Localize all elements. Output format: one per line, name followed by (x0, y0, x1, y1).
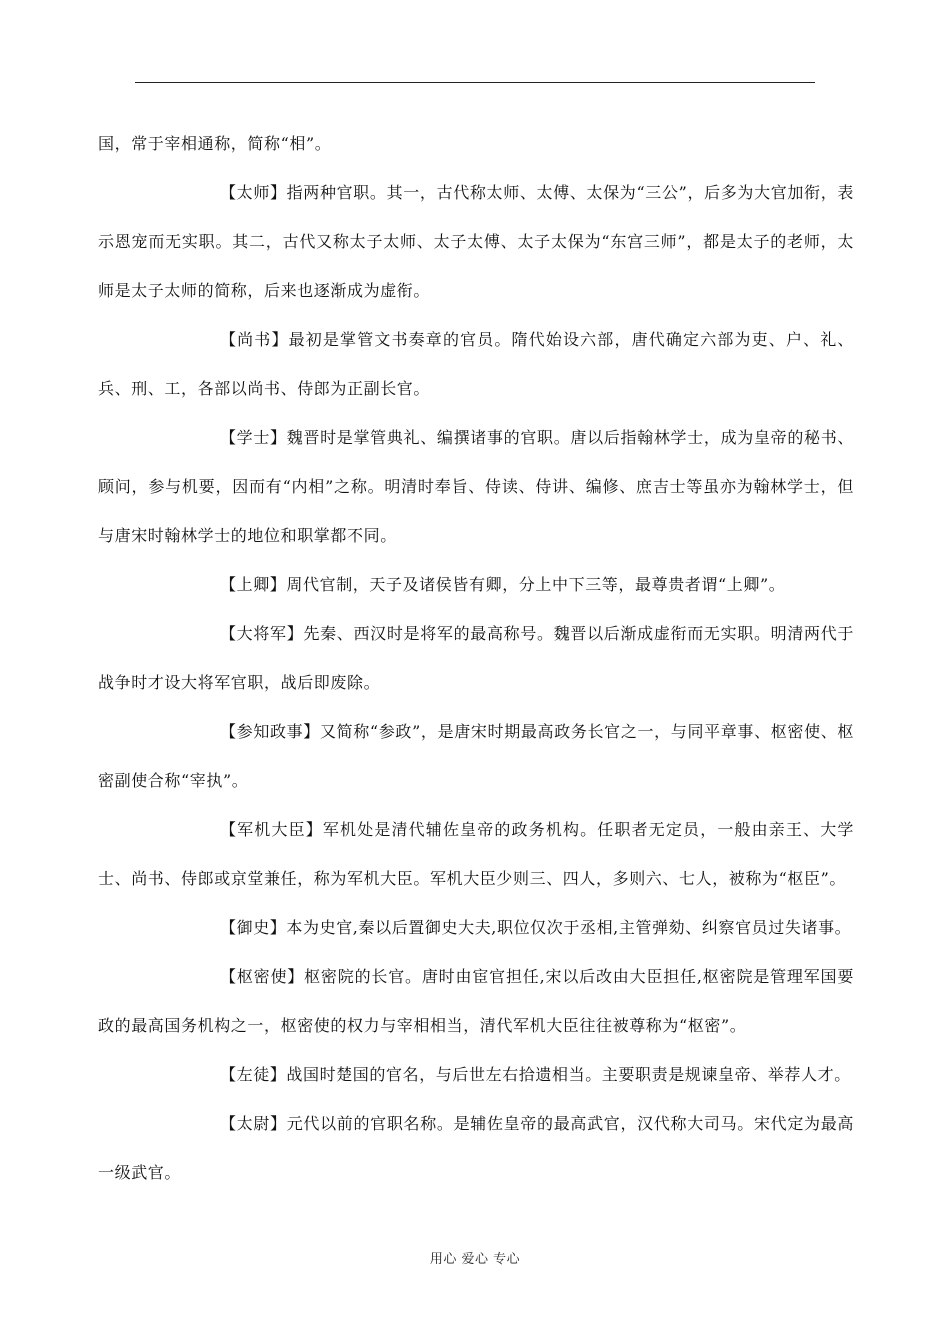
paragraph-term: 【太尉】 (220, 1114, 287, 1133)
paragraph-term: 【学士】 (220, 428, 287, 447)
paragraph-text: 先秦、西汉时是将军的最高称号。魏晋以后渐成虚衔而无实职。明清两代于战争时才设大将军官职，战后即废除。 (98, 624, 854, 692)
paragraph-term: 【上卿】 (220, 575, 287, 594)
paragraph-term: 【左徒】 (220, 1065, 287, 1084)
paragraph-term: 【太师】 (220, 183, 287, 202)
header-rule (135, 82, 815, 83)
paragraph-shumishi (98, 952, 854, 1050)
paragraph-zuotu (98, 1050, 854, 1099)
paragraph-continuation (98, 119, 854, 168)
paragraph-text: 指两种官职。其一，古代称太师、太傅、太保为“三公”，后多为大官加衔，表示恩宠而无实职。其二，古代又称太子太师、太子太傅、太子太保为“东宫三师”，都是太子的老师，太师是太子太师的简称，后来也逐渐成为虚衔。 (98, 183, 854, 300)
paragraph-canzhizhengshi (98, 707, 854, 805)
paragraph-term: 【尚书】 (220, 330, 289, 349)
paragraph-text: 本为史官,秦以后置御史大夫,职位仅次于丞相,主管弹劾、纠察官员过失诸事。 (286, 918, 852, 937)
paragraph-dajiangjun (98, 609, 854, 707)
paragraph-text: 最初是掌管文书奏章的官员。隋代始设六部，唐代确定六部为吏、户、礼、兵、刑、工，各部以尚书、侍郎为正副长官。 (98, 330, 854, 398)
paragraph-xueshi (98, 413, 854, 560)
paragraph-term: 【枢密使】 (220, 967, 305, 986)
paragraph-term: 【军机大臣】 (220, 820, 323, 839)
page-footer: 用心 爱心 专心 (429, 1252, 521, 1267)
paragraph-text: 元代以前的官职名称。是辅佐皇帝的最高武官，汉代称大司马。宋代定为最高一级武官。 (98, 1114, 854, 1182)
paragraph-yushi (98, 903, 854, 952)
paragraph-text: 国，常于宰相通称，简称“相”。 (98, 134, 332, 153)
paragraph-text: 军机处是清代辅佐皇帝的政务机构。任职者无定员，一般由亲王、大学士、尚书、侍郎或京堂兼任，称为军机大臣。军机大臣少则三、四人，多则六、七人，被称为“枢臣”。 (98, 820, 854, 888)
paragraph-term: 【御史】 (220, 918, 287, 937)
paragraph-text: 枢密院的长官。唐时由宦官担任,宋以后改由大臣担任,枢密院是管理军国要政的最高国务机构之一，枢密使的权力与宰相相当，清代军机大臣往往被尊称为“枢密”。 (98, 967, 854, 1035)
paragraph-text: 周代官制，天子及诸侯皆有卿，分上中下三等，最尊贵者谓“上卿”。 (286, 575, 786, 594)
paragraph-taiwei (98, 1099, 854, 1197)
paragraph-taishi (98, 168, 854, 315)
paragraph-text: 又简称“参政”，是唐宋时期最高政务长官之一，与同平章事、枢密使、枢密副使合称“宰执”。 (98, 722, 854, 790)
paragraph-shangqing (98, 560, 854, 609)
paragraph-term: 【参知政事】 (220, 722, 320, 741)
paragraph-term: 【大将军】 (220, 624, 304, 643)
document-body (98, 119, 854, 1197)
paragraph-shangshu (98, 315, 854, 413)
paragraph-text: 战国时楚国的官名，与后世左右拾遗相当。主要职责是规谏皇帝、举荐人才。 (286, 1065, 851, 1084)
paragraph-junjidachen (98, 805, 854, 903)
paragraph-text: 魏晋时是掌管典礼、编撰诸事的官职。唐以后指翰林学士，成为皇帝的秘书、顾问，参与机要，因而有“内相”之称。明清时奉旨、侍读、侍讲、编修、庶吉士等虽亦为翰林学士，但与唐宋时翰林学士的地位和职掌都不同。 (98, 428, 854, 545)
